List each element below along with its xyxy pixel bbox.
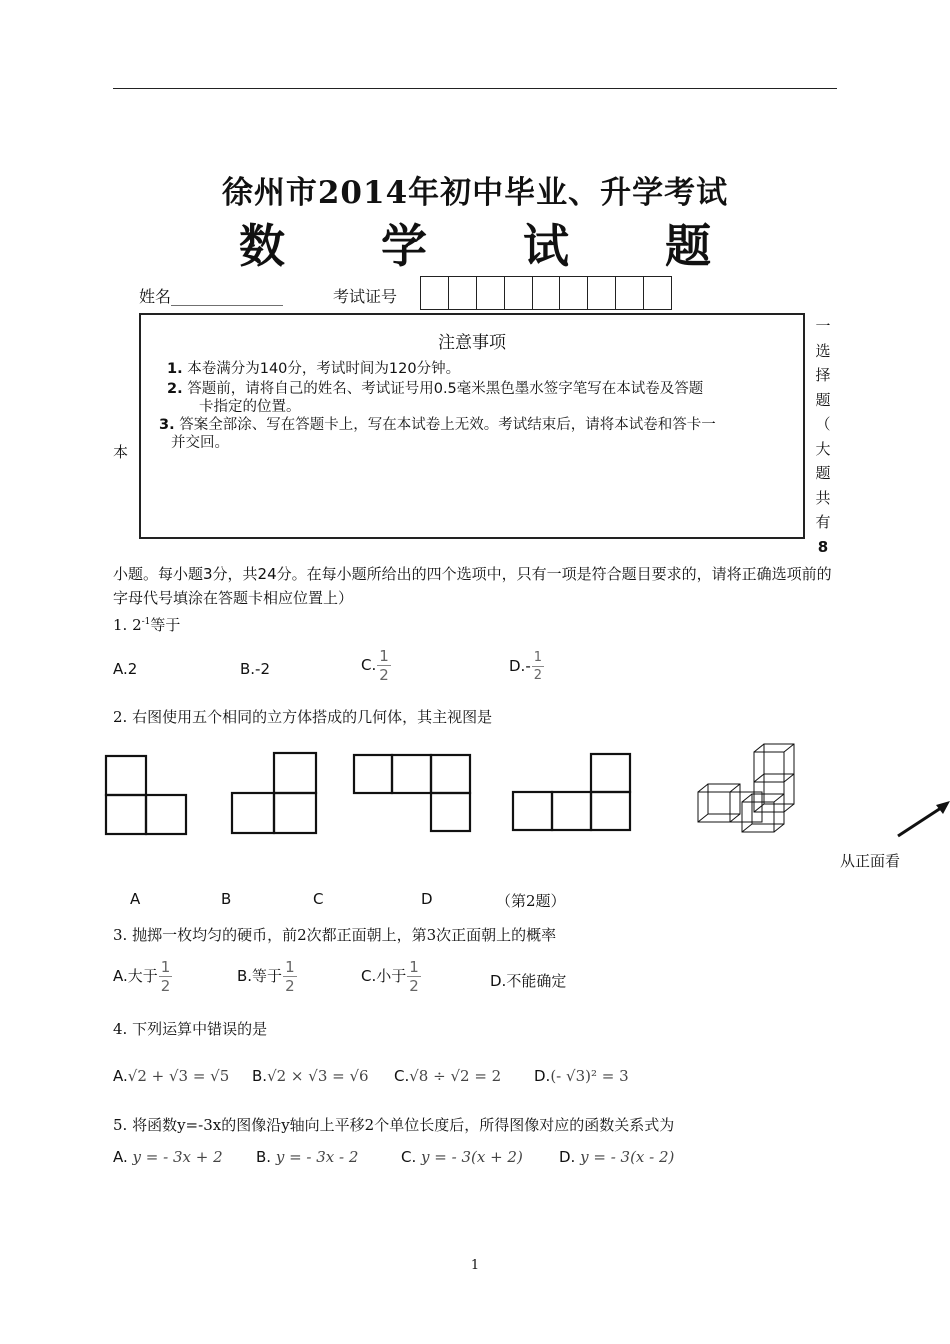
- cube-face: [274, 793, 316, 833]
- name-label: 姓名: [139, 287, 172, 306]
- fraction: [532, 649, 544, 684]
- q5-option-d[interactable]: [559, 1148, 674, 1166]
- view-direction-arrow: [898, 801, 950, 836]
- notice-title: 注意事项: [438, 333, 506, 353]
- exam-id-cell[interactable]: [560, 277, 588, 309]
- q3-option-b-label: B.等于: [237, 967, 283, 985]
- exam-id-cell[interactable]: [616, 277, 644, 309]
- q5-option-c-expr: y = - 3(x + 2): [421, 1148, 523, 1166]
- view-direction-label: 从正面看: [840, 852, 901, 870]
- q3-option-c[interactable]: [361, 958, 421, 995]
- q3-stem: 3. 抛掷一枚均匀的硬币，前2次都正面朝上，第3次正面朝上的概率: [113, 926, 557, 944]
- fraction-denominator: 2: [533, 668, 543, 683]
- exam-id-cell[interactable]: [421, 277, 449, 309]
- q3-option-a[interactable]: [113, 958, 172, 995]
- exam-id-cell[interactable]: [505, 277, 533, 309]
- q4-option-c-expr: √8 ÷ √2 = 2: [409, 1067, 502, 1085]
- fraction: [407, 958, 421, 995]
- q5-option-b[interactable]: [256, 1148, 358, 1166]
- q4-option-c-label: C.: [394, 1067, 410, 1085]
- q1-stem: [113, 614, 180, 635]
- cube-face: [513, 792, 552, 830]
- exam-id-label: 考试证号: [333, 287, 398, 306]
- notice-item-text: 本卷满分为140分，考试时间为120分钟。: [187, 361, 461, 377]
- section-char: 共: [815, 488, 831, 507]
- cube-face: [591, 754, 630, 792]
- q5-option-a-expr: y = - 3x + 2: [132, 1148, 223, 1166]
- q2-option-b-figure[interactable]: [232, 753, 316, 833]
- cube-face: [146, 795, 186, 834]
- q2-label-b[interactable]: B: [221, 890, 232, 908]
- fraction-numerator: 1: [285, 958, 295, 976]
- cube-face: [552, 792, 591, 830]
- q5-stem: 5. 将函数y=-3x的图像沿y轴向上平移2个单位长度后，所得图像对应的函数关系式为: [113, 1116, 675, 1134]
- q2-label-c[interactable]: C: [313, 890, 324, 908]
- section-char: 大: [815, 439, 831, 458]
- q5-option-b-expr: y = - 3x - 2: [275, 1148, 359, 1166]
- section-char: 一: [815, 317, 831, 335]
- q2-option-c-figure[interactable]: [354, 755, 470, 831]
- q2-option-a-figure[interactable]: [106, 756, 186, 834]
- fraction: [159, 958, 173, 995]
- q4-option-a-expr: √2 + √3 = √5: [127, 1067, 230, 1085]
- exam-id-cell[interactable]: [533, 277, 561, 309]
- fraction-numerator: 1: [409, 958, 419, 976]
- q4-option-a[interactable]: [113, 1067, 229, 1085]
- fraction-denominator: 2: [160, 977, 171, 995]
- q2-label-d[interactable]: D: [421, 890, 433, 908]
- q1-option-d-label: D.-: [509, 657, 531, 675]
- notice-item-3: [159, 416, 799, 434]
- q3-option-c-label: C.小于: [361, 967, 407, 985]
- notice-item-num: 3.: [159, 417, 175, 433]
- q3-option-b[interactable]: [237, 958, 297, 995]
- exam-id-cell[interactable]: [477, 277, 505, 309]
- section-char: 题: [815, 390, 831, 409]
- q5-option-a[interactable]: [113, 1148, 223, 1166]
- q2-option-d-figure[interactable]: [513, 754, 630, 830]
- notice-left-char: 本: [113, 443, 129, 461]
- q5-option-a-label: A.: [113, 1148, 128, 1166]
- cube-face: [431, 755, 470, 793]
- fraction: [377, 647, 391, 684]
- section-char: （: [815, 415, 831, 433]
- header-rule: [113, 88, 837, 89]
- name-field[interactable]: [139, 284, 283, 307]
- cube-face: [354, 755, 392, 793]
- cube-face: [106, 756, 146, 795]
- q4-option-c[interactable]: [394, 1067, 501, 1085]
- notice-box: [139, 313, 805, 539]
- q5-option-d-label: D.: [559, 1148, 576, 1166]
- exam-id-cell[interactable]: [588, 277, 616, 309]
- section-heading-vertical: [814, 314, 832, 559]
- q4-option-b-expr: √2 × √3 = √6: [267, 1067, 369, 1085]
- cube-face: [392, 755, 431, 793]
- fraction: [283, 958, 297, 995]
- notice-item-1: [167, 360, 460, 378]
- q5-option-c-label: C.: [401, 1148, 417, 1166]
- name-blank: ______________: [171, 287, 284, 306]
- fraction-denominator: 2: [379, 666, 389, 684]
- q1-stem-pre: 1. 2: [113, 616, 142, 634]
- cube-face: [274, 753, 316, 793]
- notice-item-num: 2.: [167, 381, 183, 397]
- fraction-numerator: 1: [160, 958, 171, 976]
- q5-option-b-label: B.: [256, 1148, 272, 1166]
- section-char: 有: [815, 513, 831, 531]
- notice-item-3-cont: 并交回。: [171, 435, 229, 451]
- notice-item-2-cont: 卡指定的位置。: [199, 399, 301, 415]
- section-char: 选: [815, 341, 831, 360]
- exam-title: 徐州市2014年初中毕业、升学考试: [221, 175, 729, 211]
- q4-option-d-expr: (- √3)² = 3: [550, 1067, 629, 1085]
- cube-face: [591, 792, 630, 830]
- fraction-numerator: 1: [379, 647, 389, 665]
- q2-label-a[interactable]: A: [130, 890, 141, 908]
- notice-item-text: 答题前，请将自己的姓名、考试证号用0.5毫米黑色墨水签字笔写在本试卷及答题: [187, 381, 704, 397]
- q1-option-a[interactable]: A.2: [113, 660, 138, 678]
- q2-caption: （第2题）: [496, 892, 566, 910]
- q5-option-d-expr: y = - 3(x - 2): [580, 1148, 675, 1166]
- q1-stem-sup: -1: [141, 617, 151, 627]
- exam-id-cell[interactable]: [644, 277, 671, 309]
- q1-option-c-label: C.: [361, 656, 377, 674]
- q4-option-d-label: D.: [534, 1067, 551, 1085]
- q2-stem: 2. 右图使用五个相同的立方体搭成的几何体，其主视图是: [113, 708, 493, 726]
- section-char: 8: [817, 537, 829, 556]
- section-char: 题: [815, 464, 831, 482]
- section-intro: 小题。每小题3分，共24分。在每小题所给出的四个选项中，只有一项是符合题目要求的，请将正确选项前的字母代号填涂在答题卡相应位置上）: [113, 565, 832, 607]
- q4-option-b[interactable]: [252, 1067, 369, 1085]
- q3-option-a-label: A.大于: [113, 967, 158, 985]
- q4-option-b-label: B.: [252, 1067, 268, 1085]
- q1-option-b[interactable]: B.-2: [240, 660, 271, 678]
- page-number: 1: [470, 1258, 480, 1273]
- q1-option-c[interactable]: [361, 647, 391, 684]
- cube-face: [106, 795, 146, 834]
- q2-figures: [0, 740, 950, 940]
- fraction-denominator: 2: [409, 977, 419, 995]
- q3-option-d[interactable]: D.不能确定: [490, 972, 567, 990]
- exam-id-cell[interactable]: [449, 277, 477, 309]
- notice-item-num: 1.: [167, 361, 183, 377]
- fraction-denominator: 2: [285, 977, 295, 995]
- fraction-numerator: 1: [533, 650, 543, 665]
- exam-id-boxes[interactable]: [420, 276, 672, 310]
- cube-face: [232, 793, 274, 833]
- q2-solid-figure: [698, 744, 794, 832]
- exam-subtitle: 数 学 试 题: [238, 219, 752, 273]
- q4-option-a-label: A.: [113, 1067, 128, 1085]
- q5-option-c[interactable]: [401, 1148, 523, 1166]
- section-char: 择: [815, 366, 831, 384]
- notice-item-text: 答案全部涂、写在答题卡上，写在本试卷上无效。考试结束后，请将本试卷和答卡一: [179, 417, 716, 433]
- q4-stem: 4. 下列运算中错误的是: [113, 1020, 268, 1038]
- q1-stem-post: 等于: [150, 616, 181, 634]
- notice-item-2: [167, 380, 797, 398]
- q1-option-d[interactable]: [509, 649, 544, 684]
- cube-face: [431, 793, 470, 831]
- q4-option-d[interactable]: [534, 1067, 629, 1085]
